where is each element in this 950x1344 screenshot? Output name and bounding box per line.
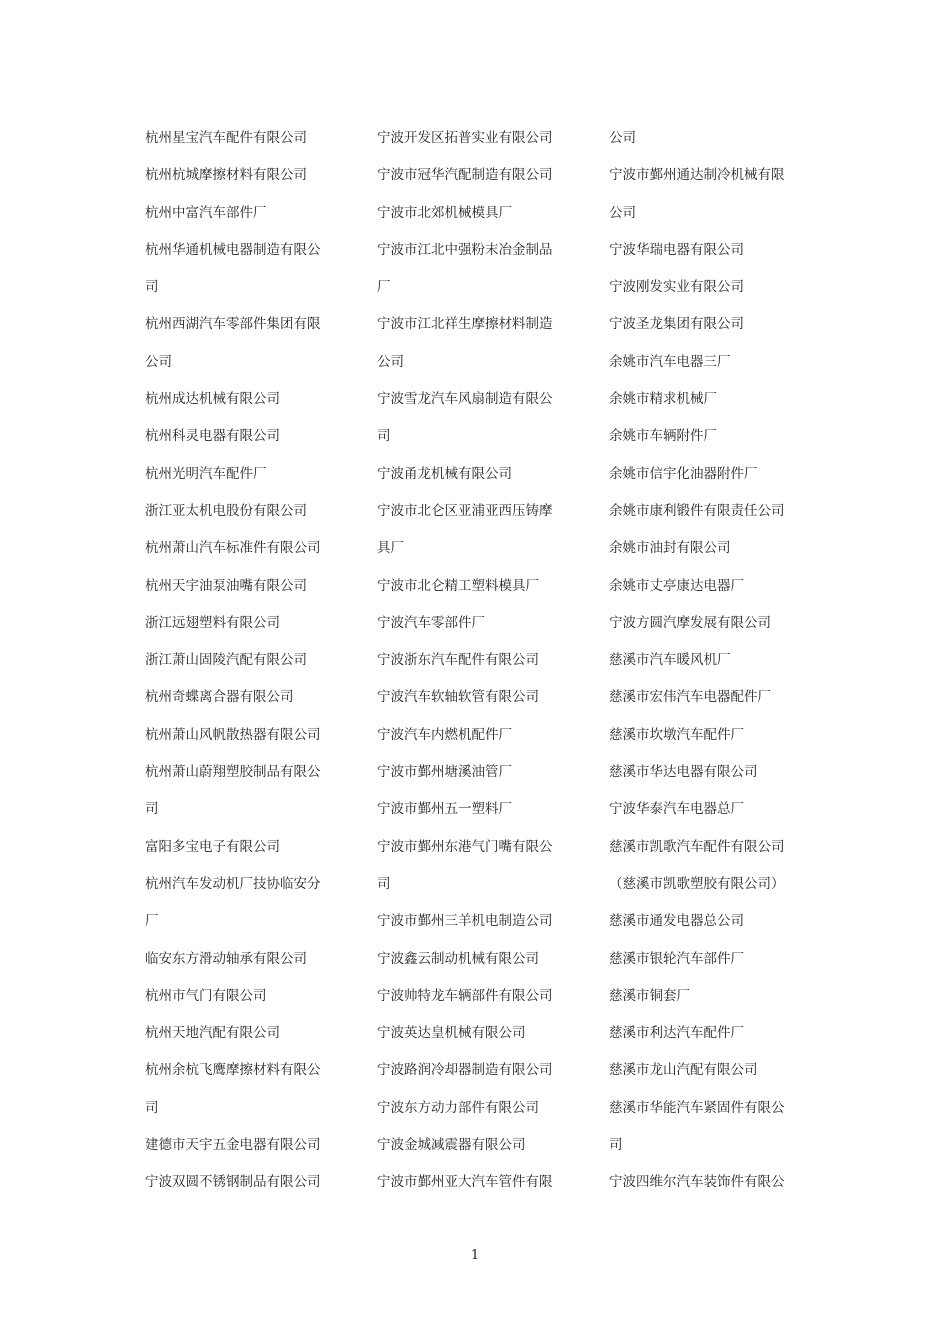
- company-list-line: 浙江远翅塑料有限公司: [145, 614, 280, 631]
- company-list-line: 慈溪市银轮汽车部件厂: [609, 950, 744, 967]
- company-list-line: 杭州萧山汽车标准件有限公司: [145, 540, 321, 557]
- company-list-line: 慈溪市坎墩汽车配件厂: [609, 726, 744, 743]
- company-list-line: 宁波市北仑精工塑料模具厂: [377, 577, 539, 594]
- company-list-line: 余姚市油封有限公司: [609, 540, 731, 557]
- company-list-line: 浙江亚太机电股份有限公司: [145, 502, 307, 519]
- company-list-line: 宁波华泰汽车电器总厂: [609, 801, 744, 818]
- company-list-line: 宁波市北仑区亚浦亚西压铸摩: [377, 502, 553, 519]
- company-list-line: 宁波金城减震器有限公司: [377, 1137, 526, 1154]
- company-list-line: 宁波四维尔汽车装饰件有限公: [609, 1174, 785, 1191]
- company-list-line: 宁波市鄞州塘溪油管厂: [377, 764, 512, 781]
- company-list-line: 宁波市鄞州通达制冷机械有限: [609, 167, 785, 184]
- company-list-line: 杭州萧山蔚翔塑胶制品有限公: [145, 764, 321, 781]
- company-list-line: 慈溪市华达电器有限公司: [609, 764, 758, 781]
- company-list-line: 余姚市信宇化油器附件厂: [609, 465, 758, 482]
- company-list-line: 公司: [145, 353, 172, 370]
- company-list-line: 慈溪市凯歌汽车配件有限公司: [609, 838, 785, 855]
- company-list-line: 富阳多宝电子有限公司: [145, 838, 280, 855]
- company-list-line: 杭州市气门有限公司: [145, 987, 267, 1004]
- company-list-line: 公司: [609, 204, 636, 221]
- company-list-line: 宁波汽车软轴软管有限公司: [377, 689, 539, 706]
- company-list-line: 宁波浙东汽车配件有限公司: [377, 652, 539, 669]
- company-list-line: 司: [145, 1099, 159, 1116]
- company-list-line: 厂: [145, 913, 159, 930]
- company-list-line: 宁波帅特龙车辆部件有限公司: [377, 987, 553, 1004]
- company-list-line: 宁波市鄞州东港气门嘴有限公: [377, 838, 553, 855]
- company-list-line: 宁波雪龙汽车风扇制造有限公: [377, 391, 553, 408]
- page-number: 1: [470, 1248, 480, 1263]
- company-list-line: 慈溪市铜套厂: [609, 987, 690, 1004]
- company-list-line: 宁波路润冷却器制造有限公司: [377, 1062, 553, 1079]
- company-list-line: 厂: [377, 279, 391, 296]
- company-list-column-2: [377, 120, 577, 1202]
- company-list-line: 宁波开发区拓普实业有限公司: [377, 130, 553, 146]
- company-list-line: 公司: [377, 353, 404, 370]
- company-list-line: 杭州西湖汽车零部件集团有限: [145, 316, 321, 333]
- company-list-column-1: [145, 120, 345, 1202]
- company-list-line: 司: [377, 875, 391, 892]
- company-list-line: 司: [145, 801, 159, 818]
- company-list-line: 余姚市精求机械厂: [609, 391, 717, 408]
- company-list-line: 宁波汽车零部件厂: [377, 614, 485, 631]
- company-list-line: 宁波市鄞州三羊机电制造公司: [377, 913, 553, 930]
- company-list-line: 建德市天宇五金电器有限公司: [145, 1137, 321, 1154]
- company-list-line: 余姚市车辆附件厂: [609, 428, 717, 445]
- company-list-line: 宁波甬龙机械有限公司: [377, 465, 512, 482]
- company-list-line: 杭州杭城摩擦材料有限公司: [145, 167, 307, 184]
- company-list-line: 慈溪市汽车暖风机厂: [609, 652, 731, 669]
- company-list-line: 宁波华瑞电器有限公司: [609, 241, 744, 258]
- company-list-line: 宁波英达皇机械有限公司: [377, 1025, 526, 1042]
- company-list-line: 宁波方圆汽摩发展有限公司: [609, 614, 771, 631]
- company-list-line: 宁波汽车内燃机配件厂: [377, 726, 512, 743]
- company-list-line: （慈溪市凯歌塑胶有限公司）: [609, 875, 785, 892]
- company-list-line: 慈溪市通发电器总公司: [609, 913, 744, 930]
- company-list-line: 余姚市丈亭康达电器厂: [609, 577, 744, 594]
- company-list-line: 浙江萧山固陵汽配有限公司: [145, 652, 307, 669]
- company-list-line: 杭州华通机械电器制造有限公: [145, 241, 321, 258]
- company-list-line: 杭州成达机械有限公司: [145, 391, 280, 408]
- company-list-line: 宁波刚发实业有限公司: [609, 279, 744, 296]
- company-list-line: 宁波市江北祥生摩擦材料制造: [377, 316, 553, 333]
- company-list-line: 杭州余杭飞鹰摩擦材料有限公: [145, 1062, 321, 1079]
- company-list-line: 具厂: [377, 540, 404, 557]
- company-list-line: 司: [609, 1137, 623, 1154]
- company-list-line: 宁波东方动力部件有限公司: [377, 1099, 539, 1116]
- company-list-line: 宁波市北郊机械模具厂: [377, 204, 512, 221]
- company-list-line: 杭州天宇油泵油嘴有限公司: [145, 577, 307, 594]
- company-list-line: 余姚市汽车电器三厂: [609, 353, 731, 370]
- company-list-line: 公司: [609, 130, 636, 146]
- company-list-line: 宁波圣龙集团有限公司: [609, 316, 744, 333]
- company-list-line: 宁波市鄞州五一塑料厂: [377, 801, 512, 818]
- company-list-line: 慈溪市华能汽车紧固件有限公: [609, 1099, 785, 1116]
- company-list-line: 杭州奇蝶离合器有限公司: [145, 689, 294, 706]
- company-list-line: 司: [377, 428, 391, 445]
- company-list-line: 宁波市江北中强粉末冶金制品: [377, 241, 553, 258]
- company-list-line: 慈溪市宏伟汽车电器配件厂: [609, 689, 771, 706]
- company-list-line: 余姚市康利锻件有限责任公司: [609, 502, 785, 519]
- company-list-line: 杭州科灵电器有限公司: [145, 428, 280, 445]
- company-list-line: 临安东方滑动轴承有限公司: [145, 950, 307, 967]
- company-list-line: 宁波市鄞州亚大汽车管件有限: [377, 1174, 553, 1191]
- company-list-line: 杭州天地汽配有限公司: [145, 1025, 280, 1042]
- company-list-line: 杭州光明汽车配件厂: [145, 465, 267, 482]
- company-list-line: 杭州汽车发动机厂技协临安分: [145, 875, 321, 892]
- company-list-column-3: [609, 120, 809, 1202]
- company-list-line: 杭州星宝汽车配件有限公司: [145, 130, 307, 146]
- company-list-line: 杭州中富汽车部件厂: [145, 204, 267, 221]
- company-list-line: 宁波市冠华汽配制造有限公司: [377, 167, 553, 184]
- company-list-line: 宁波鑫云制动机械有限公司: [377, 950, 539, 967]
- company-list-line: 慈溪市利达汽车配件厂: [609, 1025, 744, 1042]
- company-list-line: 杭州萧山风帆散热器有限公司: [145, 726, 321, 743]
- company-list-line: 宁波双圆不锈钢制品有限公司: [145, 1174, 321, 1191]
- company-list-line: 司: [145, 279, 159, 296]
- company-list-line: 慈溪市龙山汽配有限公司: [609, 1062, 758, 1079]
